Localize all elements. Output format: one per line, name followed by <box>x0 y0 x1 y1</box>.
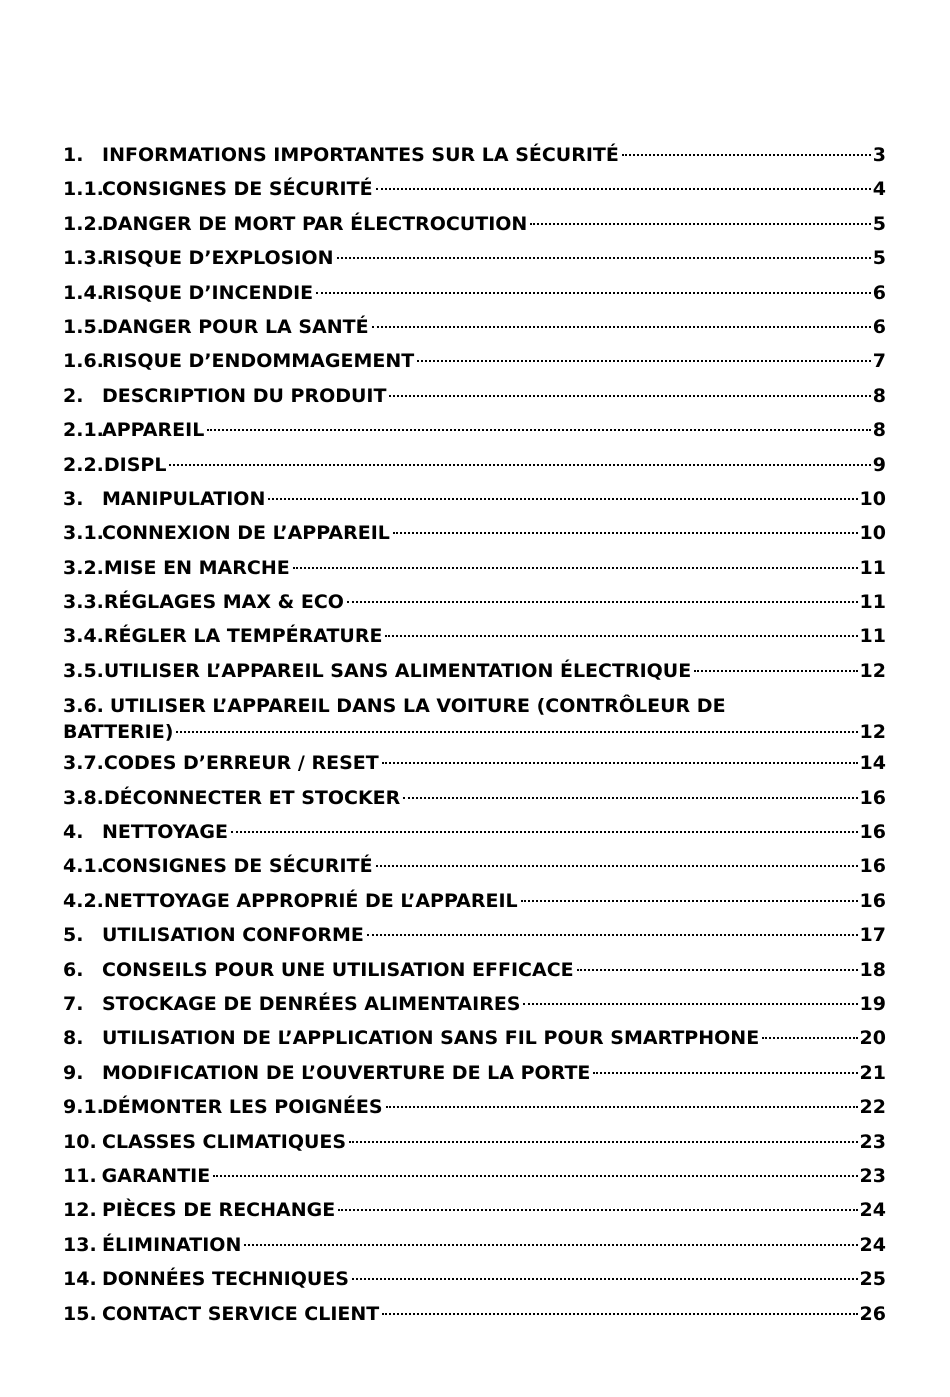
toc-entry-title: CODES D’ERREUR / RESET <box>103 752 379 775</box>
toc-entry-title: INFORMATIONS IMPORTANTES SUR LA SÉCURITÉ <box>102 144 619 166</box>
toc-entry-number: 15. <box>63 1302 97 1325</box>
toc-entry-number: 1.3. <box>63 247 104 270</box>
toc-entry-title: DÉMONTER LES POIGNÉES <box>102 1096 383 1119</box>
toc-entry[interactable] <box>63 918 886 952</box>
dot-leader <box>694 670 857 672</box>
toc-entry[interactable] <box>63 884 886 918</box>
toc-entry-number: 8. <box>63 1027 84 1050</box>
toc-entry-page: 23 <box>859 1130 886 1153</box>
toc-entry-number: 10. <box>63 1130 97 1153</box>
toc-entry-page: 6 <box>872 315 886 338</box>
dot-leader <box>523 1003 857 1005</box>
toc-entry[interactable] <box>63 310 886 344</box>
toc-entry-number: 3.2. <box>63 556 104 579</box>
toc-entry-title: DANGER DE MORT PAR ÉLECTROCUTION <box>102 212 528 235</box>
dot-leader <box>386 1106 858 1108</box>
toc-entry-title: NETTOYAGE <box>102 821 228 844</box>
toc-entry[interactable] <box>63 953 886 987</box>
toc-entry-page: 10 <box>859 487 886 510</box>
dot-leader <box>382 1313 857 1315</box>
toc-entry-number: 1.4. <box>63 281 104 304</box>
toc-entry[interactable] <box>63 1228 886 1262</box>
dot-leader <box>337 257 871 259</box>
toc-entry-page: 24 <box>859 1199 886 1222</box>
toc-entry-title: UTILISER L’APPAREIL DANS LA VOITURE (CONTRÔLEUR DE <box>109 695 726 718</box>
toc-entry-title: CLASSES CLIMATIQUES <box>102 1130 347 1153</box>
toc-entry-number: 5. <box>63 924 84 947</box>
toc-entry-number: 11. <box>63 1164 97 1187</box>
toc-entry-page: 4 <box>872 178 886 201</box>
toc-entry[interactable] <box>63 1125 886 1159</box>
toc-entry-page: 12 <box>859 721 886 744</box>
toc-entry[interactable] <box>63 344 886 378</box>
toc-entry-page: 11 <box>859 556 886 579</box>
toc-entry-title: STOCKAGE DE DENRÉES ALIMENTAIRES <box>102 992 521 1015</box>
dot-leader <box>593 1072 857 1074</box>
toc-entry-title: RÉGLAGES MAX & ECO <box>103 591 344 614</box>
toc-entry-number: 3.8. <box>63 786 104 809</box>
toc-entry-number: 14. <box>63 1268 97 1291</box>
dot-leader <box>367 934 858 936</box>
toc-entry-page: 3 <box>872 144 886 166</box>
toc-entry-number: 1.5. <box>63 315 104 338</box>
toc-entry-title: GARANTIE <box>101 1164 211 1187</box>
dot-leader <box>403 797 857 799</box>
toc-entry[interactable] <box>63 688 886 746</box>
toc-entry[interactable] <box>63 619 886 653</box>
toc-entry-page: 16 <box>859 821 886 844</box>
toc-entry-number: 12. <box>63 1199 97 1222</box>
dot-leader <box>376 865 858 867</box>
toc-entry[interactable] <box>63 1262 886 1296</box>
toc-entry[interactable] <box>63 276 886 310</box>
toc-entry-page: 12 <box>859 659 886 682</box>
toc-entry-title: UTILISATION CONFORME <box>102 924 364 947</box>
toc-entry[interactable] <box>63 1090 886 1124</box>
toc-entry-title: RISQUE D’EXPLOSION <box>102 247 334 270</box>
dot-leader <box>622 154 871 156</box>
toc-entry[interactable] <box>63 379 886 413</box>
toc-entry-page: 6 <box>872 281 886 304</box>
toc-entry-number: 3. <box>63 487 84 510</box>
toc-entry-page: 22 <box>859 1096 886 1119</box>
toc-entry-number: 3.1. <box>63 522 104 545</box>
toc-entry-page: 19 <box>859 992 886 1015</box>
toc-entry-page: 25 <box>859 1268 886 1291</box>
toc-entry-title: PIÈCES DE RECHANGE <box>102 1199 336 1222</box>
toc-entry[interactable] <box>63 516 886 550</box>
toc-entry-number: 6. <box>63 958 84 981</box>
toc-entry[interactable] <box>63 781 886 815</box>
toc-entry-page: 8 <box>872 384 886 407</box>
table-of-contents <box>63 138 886 1331</box>
toc-entry-number: 3.6. <box>63 695 104 718</box>
toc-entry[interactable] <box>63 482 886 516</box>
toc-entry-number: 3.4. <box>63 625 104 648</box>
toc-entry-title: MANIPULATION <box>102 487 266 510</box>
dot-leader <box>577 969 858 971</box>
toc-entry-number: 4. <box>63 821 84 844</box>
toc-entry-title: RISQUE D’INCENDIE <box>102 281 314 304</box>
toc-entry-page: 17 <box>859 924 886 947</box>
toc-entry-title: APPAREIL <box>102 419 205 442</box>
dot-leader <box>268 498 857 500</box>
toc-entry-page: 7 <box>872 350 886 373</box>
toc-entry[interactable] <box>63 172 886 206</box>
toc-entry-page: 9 <box>872 453 886 476</box>
dot-leader <box>338 1209 857 1211</box>
toc-entry[interactable] <box>63 654 886 688</box>
toc-entry-number: 4.1. <box>63 855 104 878</box>
dot-leader <box>244 1244 857 1246</box>
toc-entry-title: DISPL <box>103 453 167 476</box>
toc-entry[interactable] <box>63 1159 886 1193</box>
dot-leader <box>207 429 870 431</box>
toc-entry[interactable] <box>63 987 886 1021</box>
toc-entry-number: 13. <box>63 1233 97 1256</box>
toc-entry-title: RÉGLER LA TEMPÉRATURE <box>103 625 383 648</box>
toc-entry-page: 23 <box>859 1164 886 1187</box>
toc-entry-number: 3.3. <box>63 591 104 614</box>
toc-entry-title: CONSIGNES DE SÉCURITÉ <box>102 855 373 878</box>
toc-entry-number: 9.1. <box>63 1096 104 1119</box>
dot-leader <box>349 1141 857 1143</box>
toc-entry-page: 11 <box>859 625 886 648</box>
toc-entry-title: DANGER POUR LA SANTÉ <box>102 315 369 338</box>
toc-entry-number: 1.6. <box>63 350 104 373</box>
dot-leader <box>530 223 870 225</box>
toc-entry[interactable] <box>63 551 886 585</box>
dot-leader <box>352 1278 858 1280</box>
dot-leader <box>316 292 871 294</box>
toc-entry-title: CONTACT SERVICE CLIENT <box>102 1302 380 1325</box>
toc-entry[interactable] <box>63 1056 886 1090</box>
toc-entry-number: 7. <box>63 992 84 1015</box>
toc-entry[interactable] <box>63 849 886 883</box>
toc-entry-number: 1.1. <box>63 178 104 201</box>
dot-leader <box>169 464 870 466</box>
toc-entry[interactable] <box>63 815 886 849</box>
toc-entry[interactable] <box>63 448 886 482</box>
dot-leader <box>521 900 858 902</box>
toc-entry-page: 16 <box>859 786 886 809</box>
toc-entry[interactable] <box>63 1021 886 1055</box>
toc-entry-title: UTILISER L’APPAREIL SANS ALIMENTATION ÉLECTRIQUE <box>103 659 692 682</box>
dot-leader <box>382 762 858 764</box>
toc-entry[interactable] <box>63 413 886 447</box>
toc-entry-number: 3.7. <box>63 752 104 775</box>
toc-entry-title: DESCRIPTION DU PRODUIT <box>102 384 387 407</box>
toc-entry-page: 16 <box>859 889 886 912</box>
toc-entry-page: 5 <box>872 212 886 235</box>
toc-entry-title: UTILISATION DE L’APPLICATION SANS FIL POUR SMARTPHONE <box>102 1027 760 1050</box>
toc-entry-number: 3.5. <box>63 659 104 682</box>
toc-entry-title: CONSIGNES DE SÉCURITÉ <box>102 178 373 201</box>
toc-entry[interactable] <box>63 585 886 619</box>
toc-entry-page: 20 <box>859 1027 886 1050</box>
dot-leader <box>293 567 858 569</box>
toc-entry-title: MODIFICATION DE L’OUVERTURE DE LA PORTE <box>102 1061 591 1084</box>
dot-leader <box>417 360 871 362</box>
toc-entry-page: 24 <box>859 1233 886 1256</box>
toc-entry[interactable] <box>63 138 886 172</box>
dot-leader <box>762 1037 857 1039</box>
dot-leader <box>176 731 857 733</box>
toc-entry-title: CONSEILS POUR UNE UTILISATION EFFICACE <box>102 958 574 981</box>
toc-entry-page: 14 <box>859 752 886 775</box>
toc-entry[interactable] <box>63 1193 886 1227</box>
toc-entry[interactable] <box>63 207 886 241</box>
dot-leader <box>385 635 857 637</box>
toc-entry-number: 9. <box>63 1061 84 1084</box>
toc-entry[interactable] <box>63 241 886 275</box>
toc-entry[interactable] <box>63 746 886 780</box>
dot-leader <box>389 395 870 397</box>
toc-entry-number: 4.2. <box>63 889 104 912</box>
toc-entry-title: MISE EN MARCHE <box>103 556 290 579</box>
toc-entry-number: 2. <box>63 384 84 407</box>
toc-entry[interactable] <box>63 1297 886 1331</box>
toc-entry-number: 1.2. <box>63 212 104 235</box>
dot-leader <box>213 1175 857 1177</box>
toc-entry-page: 11 <box>859 591 886 614</box>
toc-entry-number: 2.1. <box>63 419 104 442</box>
toc-entry-page: 8 <box>872 419 886 442</box>
dot-leader <box>376 188 871 190</box>
toc-entry-page: 5 <box>872 247 886 270</box>
toc-entry-page: 26 <box>859 1302 886 1325</box>
toc-entry-page: 16 <box>859 855 886 878</box>
toc-entry-page: 18 <box>859 958 886 981</box>
dot-leader <box>372 326 871 328</box>
toc-entry-title: DONNÉES TECHNIQUES <box>102 1268 349 1291</box>
dot-leader <box>347 601 858 603</box>
toc-entry-title: ÉLIMINATION <box>102 1233 242 1256</box>
toc-entry-title: DÉCONNECTER ET STOCKER <box>103 786 401 809</box>
toc-entry-page: 21 <box>859 1061 886 1084</box>
toc-entry-title-continued: BATTERIE) <box>63 721 174 744</box>
toc-entry-title: CONNEXION DE L’APPAREIL <box>102 522 390 545</box>
toc-entry-title: NETTOYAGE APPROPRIÉ DE L’APPAREIL <box>103 889 518 912</box>
toc-entry-page: 10 <box>859 522 886 545</box>
toc-entry-number: 1. <box>63 144 84 166</box>
dot-leader <box>231 831 858 833</box>
dot-leader <box>393 532 858 534</box>
toc-entry-title: RISQUE D’ENDOMMAGEMENT <box>102 350 415 373</box>
toc-entry-number: 2.2. <box>63 453 104 476</box>
